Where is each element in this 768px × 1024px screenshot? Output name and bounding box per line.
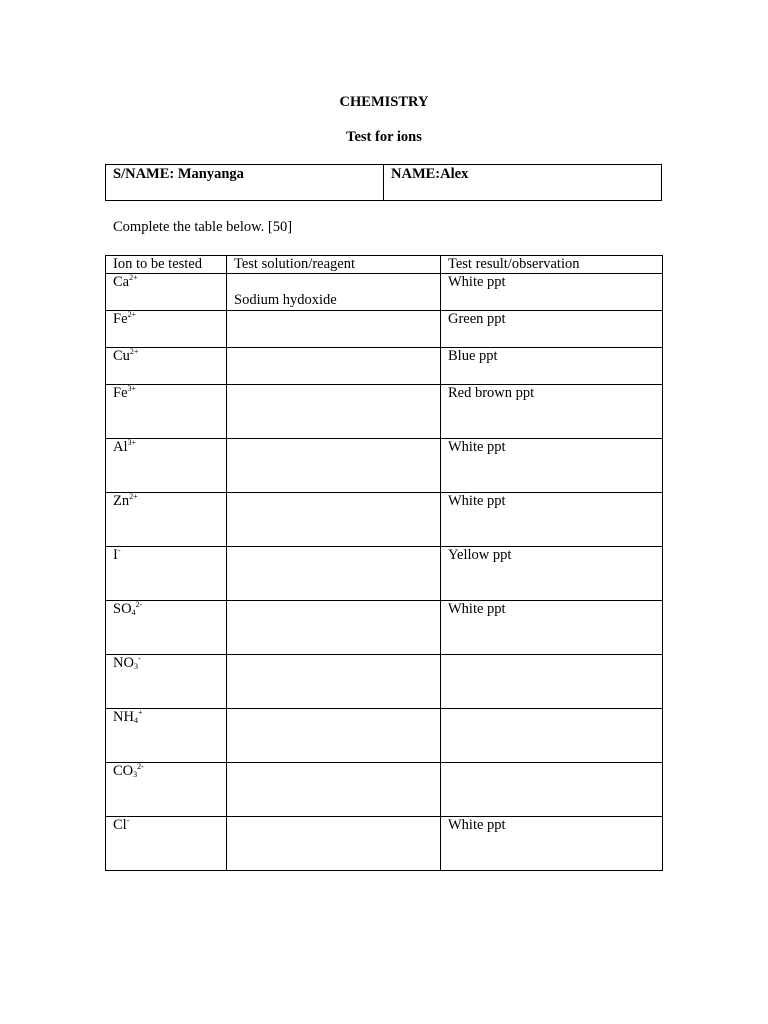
reagent-cell[interactable] bbox=[227, 439, 441, 493]
ion-charge: 2+ bbox=[129, 347, 139, 356]
ion-symbol: CO bbox=[113, 763, 134, 779]
reagent-cell[interactable] bbox=[227, 493, 441, 547]
ion-symbol: Fe bbox=[113, 385, 128, 401]
result-cell[interactable] bbox=[441, 709, 663, 763]
reagent-cell[interactable] bbox=[227, 385, 441, 439]
table-row bbox=[106, 655, 663, 709]
ion-charge: + bbox=[137, 708, 143, 717]
table-row bbox=[106, 348, 663, 385]
result-cell[interactable]: White ppt bbox=[441, 439, 663, 493]
ion-cell bbox=[106, 655, 227, 709]
table-row bbox=[106, 763, 663, 817]
table-row bbox=[106, 311, 663, 348]
reagent-cell[interactable] bbox=[227, 601, 441, 655]
reagent-cell[interactable] bbox=[227, 348, 441, 385]
reagent-cell[interactable] bbox=[227, 274, 441, 311]
table-row bbox=[106, 709, 663, 763]
ions-table bbox=[105, 255, 663, 871]
table-header-row bbox=[106, 256, 663, 274]
ion-cell bbox=[106, 601, 227, 655]
ion-subscript: 3 bbox=[133, 662, 138, 671]
header-ion: Ion to be tested bbox=[106, 256, 227, 274]
reagent-cell[interactable] bbox=[227, 311, 441, 348]
name-field: NAME:Alex bbox=[391, 166, 469, 182]
ion-cell bbox=[106, 274, 227, 311]
ion-cell bbox=[106, 385, 227, 439]
ion-cell bbox=[106, 348, 227, 385]
ion-symbol: Cu bbox=[113, 348, 130, 364]
result-cell[interactable]: White ppt bbox=[441, 274, 663, 311]
ion-subscript: 3 bbox=[133, 770, 138, 779]
ion-charge: 3+ bbox=[127, 438, 137, 447]
table-row bbox=[106, 439, 663, 493]
ion-cell bbox=[106, 817, 227, 871]
ion-charge: 2+ bbox=[129, 492, 138, 501]
ion-cell bbox=[106, 763, 227, 817]
ion-symbol: Zn bbox=[113, 493, 130, 509]
reagent-text: Sodium hydoxide bbox=[234, 292, 337, 308]
ion-symbol: SO bbox=[113, 601, 132, 617]
result-cell[interactable]: Red brown ppt bbox=[441, 385, 663, 439]
result-cell[interactable]: Blue ppt bbox=[441, 348, 663, 385]
ion-cell bbox=[106, 547, 227, 601]
ion-charge: 2+ bbox=[127, 310, 137, 319]
ion-subscript: 4 bbox=[131, 608, 136, 617]
ion-symbol: I bbox=[113, 547, 118, 563]
ion-symbol: Al bbox=[113, 439, 128, 455]
ion-charge: - bbox=[137, 654, 141, 663]
result-cell[interactable] bbox=[441, 655, 663, 709]
reagent-cell[interactable] bbox=[227, 547, 441, 601]
result-cell[interactable]: White ppt bbox=[441, 601, 663, 655]
ion-charge: 2- bbox=[135, 600, 143, 609]
ion-symbol: Cl bbox=[113, 817, 127, 833]
ion-charge: - bbox=[126, 816, 130, 825]
table-row bbox=[106, 601, 663, 655]
ion-charge: - bbox=[117, 546, 121, 555]
result-cell[interactable] bbox=[441, 763, 663, 817]
reagent-cell[interactable] bbox=[227, 817, 441, 871]
page-title: CHEMISTRY bbox=[339, 94, 429, 110]
page-subtitle: Test for ions bbox=[346, 129, 422, 145]
ion-symbol: Ca bbox=[113, 274, 130, 290]
result-cell[interactable]: White ppt bbox=[441, 493, 663, 547]
student-info-box bbox=[105, 164, 662, 201]
table-row bbox=[106, 547, 663, 601]
table-row bbox=[106, 493, 663, 547]
ion-symbol: NH bbox=[113, 709, 134, 725]
surname-field: S/NAME: Manyanga bbox=[106, 165, 384, 200]
header-result: Test result/observation bbox=[441, 256, 663, 274]
result-cell[interactable]: White ppt bbox=[441, 817, 663, 871]
result-cell[interactable]: Yellow ppt bbox=[441, 547, 663, 601]
reagent-cell[interactable] bbox=[227, 709, 441, 763]
ion-symbol: Fe bbox=[113, 311, 128, 327]
ion-charge: 2- bbox=[137, 762, 144, 771]
ion-charge: 3+ bbox=[127, 384, 137, 393]
table-row bbox=[106, 385, 663, 439]
reagent-cell[interactable] bbox=[227, 763, 441, 817]
ion-subscript: 4 bbox=[133, 716, 138, 725]
reagent-cell[interactable] bbox=[227, 655, 441, 709]
ion-cell bbox=[106, 493, 227, 547]
ion-cell bbox=[106, 311, 227, 348]
header-reagent: Test solution/reagent bbox=[227, 256, 441, 274]
table-row bbox=[106, 817, 663, 871]
ion-symbol: NO bbox=[113, 655, 134, 671]
ion-charge: 2+ bbox=[129, 273, 138, 282]
result-cell[interactable]: Green ppt bbox=[441, 311, 663, 348]
table-row bbox=[106, 274, 663, 311]
ion-cell bbox=[106, 709, 227, 763]
ion-cell bbox=[106, 439, 227, 493]
instruction-text: Complete the table below. [50] bbox=[113, 219, 293, 235]
